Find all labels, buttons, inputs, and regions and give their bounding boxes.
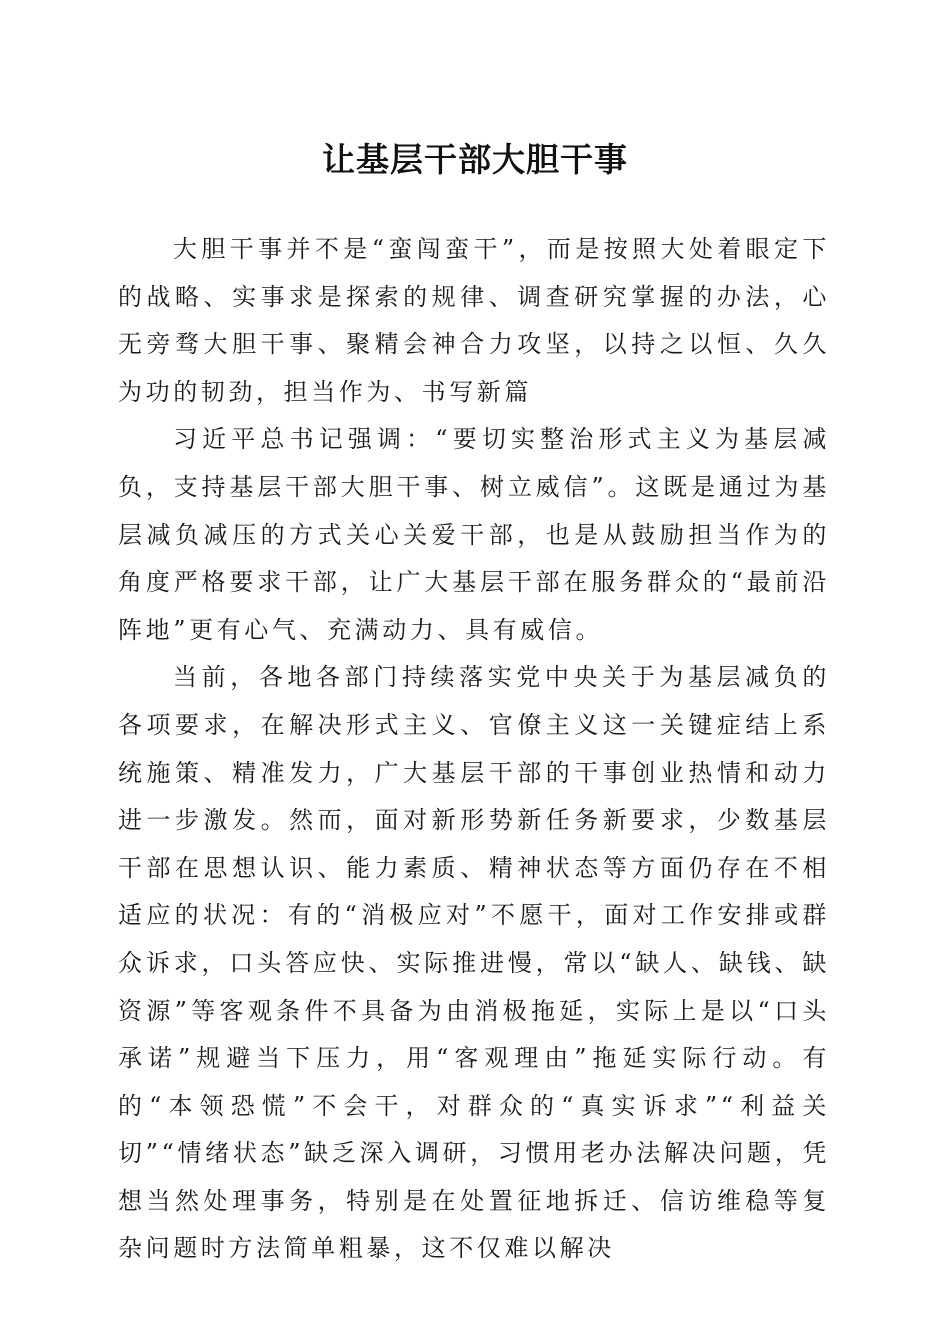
paragraph-2: 习近平总书记强调：“要切实整治形式主义为基层减负，支持基层干部大胆干事、树立威信”。这既是通过为基层减负减压的方式关心关爱干部，也是从鼓励担当作为的角度严格要求干部，让广大基层干部在服务群众的“最前沿阵地”更有心气、充满动力、具有威信。 xyxy=(118,425,830,644)
paragraph-3: 当前，各地各部门持续落实党中央关于为基层减负的各项要求，在解决形式主义、官僚主义这一关键症结上系统施策、精准发力，广大基层干部的干事创业热情和动力进一步激发。然而，面对新形势新任务新要求，少数基层干部在思想认识、能力素质、精神状态等方面仍存在不相适应的状况：有的“消极应对”不愿干，面对工作安排或群众诉求，口头答应快、实际推进慢，常以“缺人、缺钱、缺资源”等客观条件不具备为由消极拖延，实际上是以“口头承诺”规避当下压力，用“客观理由”拖延实际行动。有的“本领恐慌”不会干，对群众的“真实诉求”“利益关切”“情绪状态”缺乏深入调研，习惯用老办法解决问题，凭想当然处理事务，特别是在处置征地拆迁、信访维稳等复杂问题时方法简单粗暴，这不仅难以解决 xyxy=(118,663,830,1263)
paragraph-1: 大胆干事并不是“蛮闯蛮干”，而是按照大处着眼定下的战略、实事求是探索的规律、调查研究掌握的办法，心无旁骛大胆干事、聚精会神合力攻坚，以持之以恒、久久为功的韧劲，担当作为、书写新篇 xyxy=(118,235,830,406)
document-body xyxy=(118,226,830,1273)
document-title: 让基层干部大胆干事 xyxy=(322,140,628,179)
